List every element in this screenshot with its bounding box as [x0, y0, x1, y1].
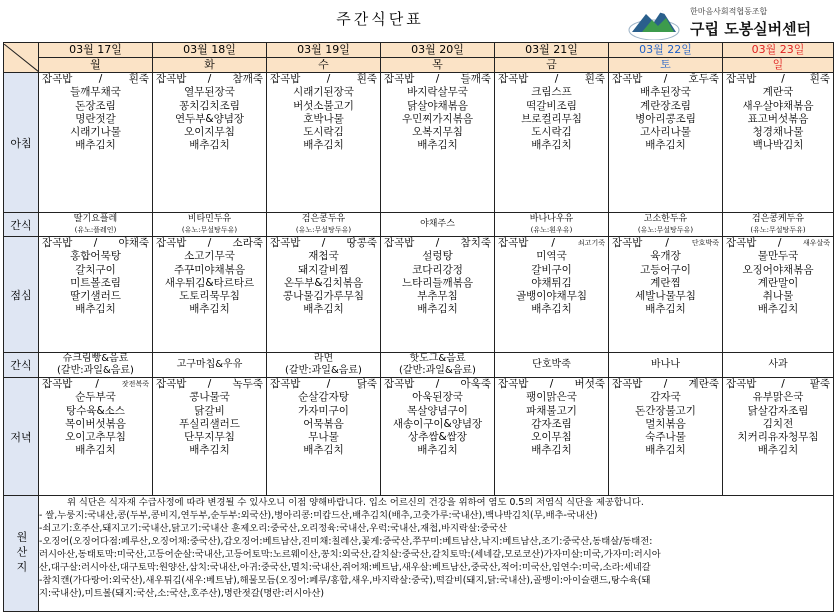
snack-cell — [267, 353, 381, 378]
menu-item: 순살감자탕 — [298, 391, 349, 404]
snack-alt: (유노:무설탕두유) — [181, 225, 238, 234]
date-header: 03월 17일 — [39, 43, 153, 58]
breakfast-cell — [381, 73, 495, 213]
menu-item: 브로컬리무침 — [521, 112, 582, 125]
menu-item: 고사리나물 — [640, 126, 691, 139]
menu-item: 들깨무채국 — [70, 86, 121, 99]
menu-item: 감자조림 — [531, 417, 572, 430]
menu-item: 김치전 — [762, 417, 794, 430]
menu-item: 우민찌가지볶음 — [401, 112, 473, 125]
porridge-name: 단호박죽 — [691, 239, 719, 247]
origin-line: -참치캔(가다랑어:외국산),새우튀김(새우:베트남),해물모듬(오징어:페루/홍합,새우,바지락살:중국),떡갈비(돼지,닭:국내산),골뱅이:아이슬랜드,탕수육(돼 — [39, 575, 651, 586]
slash: / — [435, 378, 440, 390]
menu-item: 배추김치 — [189, 303, 230, 316]
menu-item: 계란찜 — [650, 276, 681, 289]
weekday-header: 수 — [267, 58, 381, 73]
origin-label-text: 원산지 — [15, 531, 28, 576]
dinner-cell — [153, 378, 267, 496]
snack-cell — [723, 213, 834, 237]
menu-item: 부추무침 — [417, 290, 458, 303]
mountain-logo-icon — [628, 6, 680, 40]
menu-item: 계란장조림 — [640, 99, 691, 112]
dinner-cell — [609, 378, 723, 496]
date-header: 03월 19일 — [267, 43, 381, 58]
menu-item: 떡갈비조림 — [526, 99, 577, 112]
menu-item: 명란젓갈 — [75, 112, 116, 125]
menu-item: 온두부&김치볶음 — [283, 276, 364, 289]
porridge-name: 흰죽 — [584, 73, 605, 85]
snack-main: 야채주스 — [420, 219, 455, 229]
menu-item: 새우튀김&타르타르 — [164, 276, 255, 289]
slash: / — [665, 237, 669, 249]
menu-item: 열무된장국 — [184, 86, 235, 99]
menu-item: 배추김치 — [75, 139, 116, 152]
lunch-row — [4, 237, 834, 353]
menu-item: 바지락살무국 — [407, 86, 468, 99]
snack1-row — [4, 213, 834, 237]
breakfast-cell — [153, 73, 267, 213]
menu-item: 갈비구이 — [531, 263, 572, 276]
snack-alt: (유노:흰우유) — [530, 225, 573, 234]
menu-item: 오이무침 — [531, 431, 572, 444]
menu-item: 배추김치 — [189, 444, 230, 457]
snack-main: 비타민두유 — [187, 213, 232, 224]
snack-main: 검은콩두유 — [301, 213, 346, 224]
rice-line — [723, 237, 833, 250]
snack-cell — [381, 213, 495, 237]
porridge-name: 닭죽 — [356, 378, 377, 390]
slash: / — [207, 73, 212, 85]
menu-item: 꽁치김치조림 — [179, 99, 240, 112]
slash: / — [95, 378, 99, 390]
porridge-name: 잣전복죽 — [121, 380, 149, 388]
dinner-cell — [723, 378, 834, 496]
menu-item: 푸실리샐러드 — [179, 417, 240, 430]
menu-item: 배추김치 — [757, 444, 799, 457]
page-title: 주간식단표 — [336, 10, 424, 28]
menu-item: 계란말이 — [757, 276, 799, 289]
menu-item: 오징어야채볶음 — [742, 263, 814, 276]
menu-item: 느타리들깨볶음 — [401, 276, 473, 289]
lunch-cell — [381, 237, 495, 353]
rice-line — [39, 237, 152, 250]
menu-item: 감자국 — [650, 391, 681, 404]
snack-cell — [39, 213, 153, 237]
menu-item: 배추김치 — [303, 139, 344, 152]
menu-item: 배추김치 — [303, 444, 344, 457]
dinner-cell — [495, 378, 609, 496]
snack-main: 라면 — [313, 353, 334, 364]
menu-item: 목이버섯볶음 — [65, 417, 126, 430]
weekly-menu-table — [3, 42, 834, 612]
menu-item: 야채튀김 — [531, 276, 572, 289]
rice-name: 잡곡밥 — [384, 73, 415, 85]
porridge-name: 땅콩죽 — [346, 237, 377, 249]
slash: / — [207, 378, 212, 390]
snack-cell — [267, 213, 381, 237]
snack-cell — [381, 353, 495, 378]
menu-item: 표고버섯볶음 — [747, 112, 809, 125]
menu-item: 새우살야채볶음 — [742, 99, 814, 112]
menu-item: 돼지갈비찜 — [298, 263, 349, 276]
rice-name: 잡곡밥 — [384, 378, 415, 390]
menu-item: 골뱅이야채무침 — [515, 290, 587, 303]
rice-name: 잡곡밥 — [498, 237, 529, 249]
snack2-row — [4, 353, 834, 378]
rice-line — [723, 378, 833, 391]
menu-item: 고등어구이 — [640, 263, 691, 276]
rice-line — [267, 378, 380, 391]
porridge-name: 흰죽 — [356, 73, 377, 85]
menu-item: 배추김치 — [531, 444, 572, 457]
menu-item: 청경채나물 — [752, 126, 804, 139]
dinner-cell — [267, 378, 381, 496]
menu-item: 도시락김 — [531, 126, 572, 139]
rice-line — [153, 237, 266, 250]
menu-item: 상추쌈&쌈장 — [408, 431, 467, 444]
menu-item: 배추김치 — [417, 444, 458, 457]
date-header: 03월 23일 — [723, 43, 834, 58]
menu-item: 세발나물무침 — [635, 290, 696, 303]
rice-name: 잡곡밥 — [612, 237, 643, 249]
porridge-name: 참치죽 — [460, 237, 491, 249]
snack-main: 핫도그&음료 — [409, 353, 466, 364]
snack-alt: (갈반:과일&음료) — [285, 365, 362, 376]
snack1-label: 간식 — [4, 213, 39, 237]
slash: / — [207, 237, 212, 249]
menu-item: 도토리묵무침 — [179, 290, 240, 303]
porridge-name: 흰죽 — [809, 73, 830, 85]
snack-alt: (유노:플레인) — [74, 225, 117, 234]
rice-name: 잡곡밥 — [612, 73, 643, 85]
rice-name: 잡곡밥 — [726, 378, 757, 390]
rice-line — [609, 237, 722, 250]
lunch-cell — [495, 237, 609, 353]
snack-main: 고구마칩&우유 — [176, 359, 243, 370]
origin-notes — [39, 496, 834, 612]
menu-item: 재첩국 — [308, 250, 339, 263]
slash: / — [549, 378, 554, 390]
menu-item: 배추김치 — [531, 303, 572, 316]
breakfast-cell — [39, 73, 153, 213]
origin-line: -쇠고기:호주산,돼지고기:국내산,닭고기:국내산 훈제오리:중국산,오리정육:국내산,우럭:국내산,재첩,바지락살:중국산 — [39, 523, 508, 534]
menu-item: 아욱된장국 — [412, 391, 463, 404]
slash: / — [98, 73, 103, 85]
porridge-name: 쇠고기죽 — [577, 239, 605, 247]
menu-item: 취나물 — [762, 290, 794, 303]
rice-name: 잡곡밥 — [156, 237, 187, 249]
weekday-header: 화 — [153, 58, 267, 73]
lunch-cell — [609, 237, 723, 353]
slash: / — [663, 378, 668, 390]
snack-cell — [153, 353, 267, 378]
menu-item: 오이고추무침 — [65, 431, 126, 444]
snack-main: 바나나우유 — [529, 213, 574, 224]
porridge-name: 흰죽 — [128, 73, 149, 85]
menu-item: 닭갈비 — [194, 404, 225, 417]
diagonal-line — [4, 44, 39, 72]
center-name: 구립 도봉실버센터 — [690, 20, 812, 38]
menu-item: 시래기된장국 — [293, 86, 354, 99]
slash: / — [554, 73, 559, 85]
org-name: 한마음사회적협동조합 — [690, 7, 768, 16]
dinner-cell — [381, 378, 495, 496]
menu-item: 병아리콩조림 — [635, 112, 696, 125]
menu-item: 미역국 — [536, 250, 567, 263]
menu-item: 백나박김치 — [752, 139, 804, 152]
weekday-header: 월 — [39, 58, 153, 73]
porridge-name: 들깨죽 — [460, 73, 491, 85]
rice-name: 잡곡밥 — [612, 378, 643, 390]
rice-line — [153, 73, 266, 86]
lunch-cell — [267, 237, 381, 353]
rice-line — [381, 378, 494, 391]
weekday-row — [4, 58, 834, 73]
rice-line — [381, 73, 494, 86]
rice-name: 잡곡밥 — [270, 237, 301, 249]
origin-row — [4, 496, 834, 612]
menu-item: 미트볼조림 — [70, 276, 121, 289]
menu-item: 물만두국 — [757, 250, 799, 263]
dinner-row — [4, 378, 834, 496]
menu-item: 어묵볶음 — [303, 417, 344, 430]
rice-line — [381, 237, 494, 250]
slash: / — [663, 73, 668, 85]
menu-item: 가자미구이 — [298, 404, 349, 417]
snack-alt: (유노:무설탕두유) — [295, 225, 352, 234]
menu-item: 소고기무국 — [184, 250, 235, 263]
snack-main: 슈크림빵&음료 — [62, 353, 129, 364]
header-corner — [4, 43, 39, 73]
rice-line — [609, 378, 722, 391]
menu-item: 계란국 — [762, 86, 794, 99]
menu-item: 배추김치 — [189, 139, 230, 152]
menu-item: 연두부&양념장 — [174, 112, 245, 125]
rice-line — [153, 378, 266, 391]
snack-main: 바나나 — [651, 359, 680, 370]
origin-line: 지:국내산),미트볼(돼지:국산,소:국산,호주산),명란젓갈(명란:러시아산) — [39, 588, 324, 599]
origin-line: 산,대구살:러시아산,대구토막:원양산,삼치:국내산,아귀:중국산,멸치:국내산,쥐어채:베트남,새우살:베트남산,중국산,적어:미국산,임연수:미국,소라:세네갈 — [39, 562, 651, 573]
slash: / — [326, 73, 331, 85]
snack-alt: (갈반:과일&음료) — [57, 365, 134, 376]
snack-main: 사과 — [768, 359, 788, 370]
menu-item: 버섯소불고기 — [293, 99, 354, 112]
date-header: 03월 20일 — [381, 43, 495, 58]
breakfast-cell — [723, 73, 834, 213]
menu-item: 치커리유자청무침 — [737, 431, 819, 444]
menu-item: 파채불고기 — [526, 404, 577, 417]
rice-name: 잡곡밥 — [498, 378, 529, 390]
rice-name: 잡곡밥 — [42, 73, 73, 85]
porridge-name: 팥죽 — [809, 378, 830, 390]
rice-name: 잡곡밥 — [270, 378, 301, 390]
rice-line — [723, 73, 833, 86]
menu-item: 배추김치 — [75, 444, 116, 457]
menu-item: 코다리강정 — [412, 263, 463, 276]
menu-item: 딸기샐러드 — [70, 290, 121, 303]
weekday-header: 금 — [495, 58, 609, 73]
menu-item: 단무지무침 — [184, 431, 235, 444]
breakfast-row — [4, 73, 834, 213]
porridge-name: 녹두죽 — [232, 378, 263, 390]
menu-item: 배추김치 — [531, 139, 572, 152]
snack2-label: 간식 — [4, 353, 39, 378]
origin-label — [4, 496, 39, 612]
menu-item: 설렁탕 — [422, 250, 453, 263]
breakfast-label: 아침 — [4, 73, 39, 213]
porridge-name: 아욱죽 — [460, 378, 491, 390]
slash: / — [777, 237, 782, 249]
rice-name: 잡곡밥 — [270, 73, 301, 85]
lunch-cell — [153, 237, 267, 353]
lunch-label: 점심 — [4, 237, 39, 353]
breakfast-cell — [495, 73, 609, 213]
menu-item: 목살양념구이 — [407, 404, 468, 417]
slash: / — [321, 237, 326, 249]
slash: / — [781, 73, 785, 85]
menu-item: 오이지무침 — [184, 126, 235, 139]
menu-item: 시래기나물 — [70, 126, 121, 139]
snack-main: 고소한두유 — [643, 213, 688, 224]
rice-line — [495, 378, 608, 391]
porridge-name: 새우살죽 — [802, 239, 830, 247]
menu-item: 숙주나물 — [645, 431, 686, 444]
rice-line — [495, 237, 608, 250]
menu-item: 주꾸미야채볶음 — [173, 263, 245, 276]
origin-line: -오징어(오징어다점:페루산,오징어채:중국산),갑오징어:베트남산,진미채:칠레산,꽃게:중국산,쭈꾸미:베트남산,낙지:베트남산,조기:중국산,동태살/동태전: — [39, 536, 653, 547]
menu-item: 돈장조림 — [75, 99, 116, 112]
rice-line — [39, 73, 152, 86]
rice-name: 잡곡밥 — [726, 237, 757, 249]
dinner-cell — [39, 378, 153, 496]
menu-item: 배추김치 — [757, 303, 799, 316]
menu-item: 닭살야채볶음 — [407, 99, 468, 112]
snack-cell — [723, 353, 834, 378]
date-row — [4, 43, 834, 58]
breakfast-cell — [609, 73, 723, 213]
rice-name: 잡곡밥 — [384, 237, 415, 249]
weekday-header: 토 — [609, 58, 723, 73]
porridge-name: 참깨죽 — [232, 73, 263, 85]
slash: / — [93, 237, 98, 249]
rice-name: 잡곡밥 — [42, 237, 73, 249]
menu-item: 배추김치 — [75, 303, 116, 316]
menu-item: 홍합어묵탕 — [70, 250, 121, 263]
porridge-name: 소라죽 — [232, 237, 263, 249]
rice-name: 잡곡밥 — [156, 378, 187, 390]
menu-item: 유부맑은국 — [752, 391, 804, 404]
menu-item: 배추김치 — [417, 303, 458, 316]
menu-item: 도시락김 — [303, 126, 344, 139]
snack-alt: (유노:무설탕두유) — [750, 225, 806, 234]
slash: / — [435, 237, 440, 249]
slash: / — [326, 378, 331, 390]
rice-name: 잡곡밥 — [726, 73, 757, 85]
rice-line — [39, 378, 152, 391]
lunch-cell — [39, 237, 153, 353]
snack-main: 검은콩케두유 — [751, 213, 805, 224]
date-header: 03월 18일 — [153, 43, 267, 58]
menu-item: 순두부국 — [75, 391, 116, 404]
dinner-label: 저녁 — [4, 378, 39, 496]
weekday-header: 목 — [381, 58, 495, 73]
porridge-name: 야채죽 — [118, 237, 149, 249]
snack-main: 단호박죽 — [532, 359, 571, 370]
notes-intro: 위 식단은 식자재 수급사정에 따라 변경될 수 있사오니 이점 양해바랍니다. 입소 어르신의 건강을 위하여 염도 0.5의 저염식 식단을 제공합니다. — [67, 497, 644, 508]
snack-alt: (갈반:과일&음료) — [399, 365, 476, 376]
menu-item: 배추김치 — [417, 139, 458, 152]
slash: / — [551, 237, 555, 249]
date-header: 03월 21일 — [495, 43, 609, 58]
rice-line — [609, 73, 722, 86]
snack-cell — [495, 353, 609, 378]
menu-item: 크림스프 — [531, 86, 572, 99]
slash: / — [781, 378, 785, 390]
menu-item: 탕수육&소스 — [66, 404, 125, 417]
menu-item: 콩나물국 — [189, 391, 230, 404]
snack-cell — [609, 353, 723, 378]
menu-item: 배추김치 — [303, 303, 344, 316]
menu-item: 호박나물 — [303, 112, 344, 125]
menu-item: 배추김치 — [645, 139, 686, 152]
snack-cell — [39, 353, 153, 378]
snack-cell — [609, 213, 723, 237]
date-header: 03월 22일 — [609, 43, 723, 58]
porridge-name: 계란죽 — [688, 378, 719, 390]
snack-main: 딸기요플레 — [73, 213, 118, 224]
menu-item: 배추김치 — [645, 303, 686, 316]
menu-item: 오복지무침 — [412, 126, 463, 139]
slash: / — [435, 73, 440, 85]
lunch-cell — [723, 237, 834, 353]
menu-item: 육개장 — [650, 250, 681, 263]
origin-line: 러시아산,동태토막:미국산,고등어순살:국내산,고등어토막:노르웨이산,꽁치:외국산,갈치살:중국산,갈치토막:(세네갈,모로코산)가자미살:미국,가자미:러시아 — [39, 549, 661, 560]
snack-alt: (유노:무설탕두유) — [637, 225, 694, 234]
rice-name: 잡곡밥 — [156, 73, 187, 85]
rice-line — [267, 237, 380, 250]
breakfast-cell — [267, 73, 381, 213]
snack-cell — [495, 213, 609, 237]
porridge-name: 버섯죽 — [574, 378, 605, 390]
origin-line: - 쌀,누룽지:국내산,콩(두부,콩비지,연두부,순두부:외국산),병아리콩:미캅드산,배추김치(배추,고춧가루:국내산),백나박김치(무,배추-국내산) — [39, 510, 598, 521]
snack-cell — [153, 213, 267, 237]
center-logo — [628, 4, 833, 40]
rice-name: 잡곡밥 — [42, 378, 73, 390]
porridge-name: 호두죽 — [688, 73, 719, 85]
weekday-header: 일 — [723, 58, 834, 73]
menu-item: 돈간장불고기 — [635, 404, 696, 417]
menu-item: 닭살감자조림 — [747, 404, 809, 417]
menu-item: 갈치구이 — [75, 263, 116, 276]
rice-line — [495, 73, 608, 86]
menu-item: 새송이구이&양념장 — [392, 417, 483, 430]
menu-item: 멸치볶음 — [645, 417, 686, 430]
rice-name: 잡곡밥 — [498, 73, 529, 85]
menu-item: 배추김치 — [645, 444, 686, 457]
menu-item: 배추된장국 — [640, 86, 691, 99]
menu-item: 무나물 — [308, 431, 339, 444]
rice-line — [267, 73, 380, 86]
menu-item: 콩나물김가루무침 — [282, 290, 365, 303]
menu-item: 팽이맑은국 — [526, 391, 577, 404]
